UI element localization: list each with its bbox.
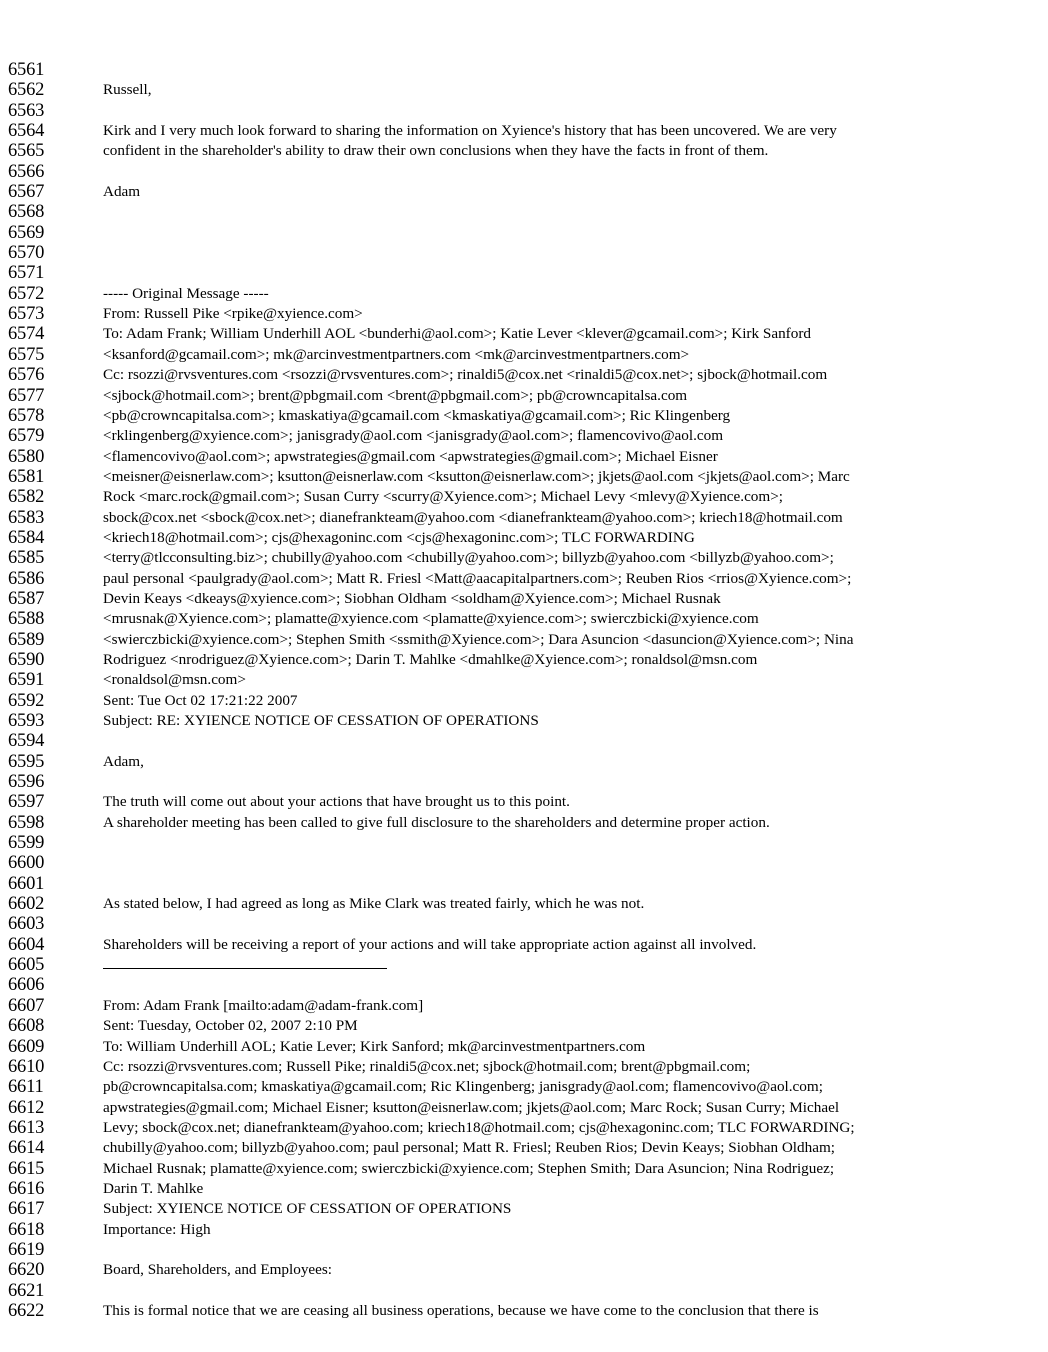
line-text: The truth will come out about your actions that have brought us to this point. xyxy=(103,793,570,811)
line-number: 6561 xyxy=(8,60,45,80)
line-number: 6596 xyxy=(8,772,45,793)
document-line xyxy=(0,772,1048,792)
line-text: <meisner@eisnerlaw.com>; ksutton@eisnerlaw.com <ksutton@eisnerlaw.com>; jkjets@aol.com <jkjets@aol.com>; Marc xyxy=(103,467,850,485)
line-text: Subject: RE: XYIENCE NOTICE OF CESSATION OF OPERATIONS xyxy=(103,712,539,729)
line-text: A shareholder meeting has been called to give full disclosure to the shareholders and determine proper action. xyxy=(103,813,770,831)
line-number: 6570 xyxy=(8,243,45,264)
line-text: Shareholders will be receiving a report of your actions and will take appropriate action against all involved. xyxy=(103,935,757,953)
line-text: Subject: XYIENCE NOTICE OF CESSATION OF OPERATIONS xyxy=(103,1200,512,1218)
line-number: 6576 xyxy=(8,365,45,386)
line-number: 6566 xyxy=(8,161,45,182)
line-number: 6584 xyxy=(8,527,45,548)
line-number: 6614 xyxy=(8,1138,45,1159)
line-number: 6604 xyxy=(8,934,45,955)
document-line xyxy=(0,1077,1048,1097)
document-line xyxy=(0,630,1048,650)
line-number: 6564 xyxy=(8,121,45,142)
document-line xyxy=(0,813,1048,833)
document-line xyxy=(0,955,1048,975)
document-line xyxy=(0,1260,1048,1280)
document-line xyxy=(0,1240,1048,1260)
line-text: <terry@tlcconsulting.biz>; chubilly@yahoo.com <chubilly@yahoo.com>; billyzb@yahoo.com <billyzb@yahoo.com>; xyxy=(103,549,834,567)
document-line xyxy=(0,975,1048,995)
horizontal-rule xyxy=(103,968,387,969)
line-number: 6600 xyxy=(8,853,45,874)
document-line xyxy=(0,365,1048,385)
document-line xyxy=(0,792,1048,812)
line-number: 6599 xyxy=(8,833,45,854)
line-text: This is formal notice that we are ceasing all business operations, because we have come to the conclusion that there is xyxy=(103,1301,819,1319)
line-text: <ronaldsol@msn.com> xyxy=(103,671,246,689)
document-line xyxy=(0,996,1048,1016)
line-text: Importance: High xyxy=(103,1220,211,1238)
document-line xyxy=(0,1057,1048,1077)
document-line xyxy=(0,60,1048,80)
line-text: sbock@cox.net <sbock@cox.net>; dianefrankteam@yahoo.com <dianefrankteam@yahoo.com>; kriech18@hotmail.com xyxy=(103,508,843,526)
line-number: 6615 xyxy=(8,1158,45,1179)
line-text: Levy; sbock@cox.net; dianefrankteam@yahoo.com; kriech18@hotmail.com; cjs@hexagoninc.com; TLC FORWARDING; xyxy=(103,1118,855,1136)
document-line xyxy=(0,182,1048,202)
line-number: 6568 xyxy=(8,202,45,223)
line-number: 6611 xyxy=(8,1077,44,1098)
document-line xyxy=(0,548,1048,568)
line-number: 6578 xyxy=(8,405,45,426)
document-line xyxy=(0,1179,1048,1199)
line-text: <sjbock@hotmail.com>; brent@pbgmail.com <brent@pbgmail.com>; pb@crowncapitalsa.com xyxy=(103,386,688,404)
line-number: 6573 xyxy=(8,304,45,325)
document-line xyxy=(0,243,1048,263)
document-line xyxy=(0,711,1048,731)
line-text: Adam xyxy=(103,183,141,201)
line-number: 6617 xyxy=(8,1199,45,1220)
line-text: pb@crowncapitalsa.com; kmaskatiya@gcamail.com; Ric Klingenberg; janisgrady@aol.com; flamencovivo@aol.com; xyxy=(103,1078,823,1096)
line-text: As stated below, I had agreed as long as Mike Clark was treated fairly, which he was not. xyxy=(103,895,645,913)
line-text: Cc: rsozzi@rvsventures.com <rsozzi@rvsventures.com>; rinaldi5@cox.net <rinaldi5@cox.net>; sjbock@hotmail.com xyxy=(103,366,828,384)
document-line xyxy=(0,589,1048,609)
line-number: 6593 xyxy=(8,711,45,731)
document-line xyxy=(0,121,1048,141)
document-line xyxy=(0,1037,1048,1057)
line-text: ----- Original Message ----- xyxy=(103,284,269,302)
line-text: Board, Shareholders, and Employees: xyxy=(103,1261,333,1279)
document-line xyxy=(0,894,1048,914)
document-line xyxy=(0,1118,1048,1138)
line-number: 6589 xyxy=(8,629,45,650)
document-line xyxy=(0,284,1048,304)
document-line xyxy=(0,650,1048,670)
document-line xyxy=(0,935,1048,955)
line-number: 6587 xyxy=(8,588,45,609)
line-text: Michael Rusnak; plamatte@xyience.com; swierczbicki@xyience.com; Stephen Smith; Dara Asuncion; Nina Rodriguez; xyxy=(103,1159,835,1177)
line-number: 6595 xyxy=(8,751,45,772)
document-line xyxy=(0,223,1048,243)
line-number: 6567 xyxy=(8,182,45,203)
line-text: Sent: Tue Oct 02 17:21:22 2007 xyxy=(103,691,298,709)
line-number: 6620 xyxy=(8,1260,45,1281)
line-number: 6612 xyxy=(8,1097,45,1118)
document-line xyxy=(0,853,1048,873)
line-text: <mrusnak@Xyience.com>; plamatte@xyience.com <plamatte@xyience.com>; swierczbicki@xyience.com xyxy=(103,610,759,628)
line-number: 6581 xyxy=(8,466,45,487)
document-line xyxy=(0,569,1048,589)
document-line xyxy=(0,752,1048,772)
document-line xyxy=(0,80,1048,100)
line-text: confident in the shareholder's ability to draw their own conclusions when they have the facts in front of them. xyxy=(103,142,769,160)
document-line xyxy=(0,345,1048,365)
line-number: 6613 xyxy=(8,1117,45,1138)
document-line xyxy=(0,324,1048,344)
line-number: 6609 xyxy=(8,1036,45,1057)
document-line xyxy=(0,263,1048,283)
line-number: 6563 xyxy=(8,100,45,121)
document-line xyxy=(0,1281,1048,1301)
line-text: Adam, xyxy=(103,752,144,770)
line-number: 6572 xyxy=(8,283,45,304)
line-number: 6592 xyxy=(8,690,45,711)
line-text: Devin Keays <dkeays@xyience.com>; Siobhan Oldham <soldham@Xyience.com>; Michael Rusnak xyxy=(103,589,721,607)
document-line xyxy=(0,202,1048,222)
line-number: 6621 xyxy=(8,1280,45,1301)
document-line xyxy=(0,731,1048,751)
line-number: 6598 xyxy=(8,812,45,833)
line-number: 6610 xyxy=(8,1056,45,1077)
document-line xyxy=(0,141,1048,161)
line-number: 6619 xyxy=(8,1239,45,1260)
line-text: <rklingenberg@xyience.com>; janisgrady@aol.com <janisgrady@aol.com>; flamencovivo@aol.com xyxy=(103,427,724,445)
line-number: 6579 xyxy=(8,426,45,447)
line-text: <pb@crowncapitalsa.com>; kmaskatiya@gcamail.com <kmaskatiya@gcamail.com>; Ric Klingenberg xyxy=(103,406,731,424)
line-number: 6607 xyxy=(8,995,45,1016)
document-line xyxy=(0,508,1048,528)
line-text: apwstrategies@gmail.com; Michael Eisner; ksutton@eisnerlaw.com; jkjets@aol.com; Marc Rock; Susan Curry; Michael xyxy=(103,1098,840,1116)
line-number: 6594 xyxy=(8,731,45,752)
line-number: 6591 xyxy=(8,670,45,691)
document-line xyxy=(0,609,1048,629)
line-number: 6588 xyxy=(8,609,45,630)
document-line xyxy=(0,1301,1048,1321)
document-line xyxy=(0,691,1048,711)
document-line xyxy=(0,1220,1048,1240)
document-line xyxy=(0,914,1048,934)
line-number: 6577 xyxy=(8,385,45,406)
document-page xyxy=(0,60,1048,1321)
line-number: 6562 xyxy=(8,80,45,101)
line-number: 6575 xyxy=(8,344,45,365)
document-line xyxy=(0,487,1048,507)
document-line xyxy=(0,386,1048,406)
line-text: <flamencovivo@aol.com>; apwstrategies@gmail.com <apwstrategies@gmail.com>; Michael Eisner xyxy=(103,447,718,465)
line-text: To: Adam Frank; William Underhill AOL <bunderhi@aol.com>; Katie Lever <klever@gcamail.com>; Kirk Sanford xyxy=(103,325,811,343)
line-text: To: William Underhill AOL; Katie Lever; Kirk Sanford; mk@arcinvestmentpartners.com xyxy=(103,1037,646,1055)
line-text: <swierczbicki@xyience.com>; Stephen Smith <ssmith@Xyience.com>; Dara Asuncion <dasuncion@Xyience.com>; Nina xyxy=(103,630,854,648)
line-number: 6590 xyxy=(8,649,45,670)
line-number: 6585 xyxy=(8,548,45,569)
document-line xyxy=(0,304,1048,324)
document-line xyxy=(0,1016,1048,1036)
line-number: 6582 xyxy=(8,487,45,508)
line-number: 6616 xyxy=(8,1178,45,1199)
line-number: 6622 xyxy=(8,1300,45,1321)
document-line xyxy=(0,1199,1048,1219)
line-text: Russell, xyxy=(103,81,152,99)
line-text: Rodriguez <nrodriguez@Xyience.com>; Darin T. Mahlke <dmahlke@Xyience.com>; ronaldsol@msn.com xyxy=(103,650,758,668)
document-line xyxy=(0,670,1048,690)
line-number: 6605 xyxy=(8,955,45,976)
document-line xyxy=(0,1159,1048,1179)
line-number: 6618 xyxy=(8,1219,45,1240)
line-number: 6597 xyxy=(8,792,45,813)
document-line xyxy=(0,447,1048,467)
document-line xyxy=(0,874,1048,894)
line-text: Rock <marc.rock@gmail.com>; Susan Curry <scurry@Xyience.com>; Michael Levy <mlevy@Xyience.com>; xyxy=(103,488,783,506)
document-line xyxy=(0,101,1048,121)
line-number: 6571 xyxy=(8,263,45,284)
line-text: paul personal <paulgrady@aol.com>; Matt R. Friesl <Matt@aacapitalpartners.com>; Reuben Rios <rrios@Xyience.com>; xyxy=(103,569,852,587)
document-line xyxy=(0,406,1048,426)
line-number: 6580 xyxy=(8,446,45,467)
line-number: 6583 xyxy=(8,507,45,528)
document-line xyxy=(0,426,1048,446)
line-text: Kirk and I very much look forward to sharing the information on Xyience's history that has been uncovered. We are very xyxy=(103,122,837,140)
document-line xyxy=(0,467,1048,487)
line-text: From: Russell Pike <rpike@xyience.com> xyxy=(103,305,363,323)
line-number: 6565 xyxy=(8,141,45,162)
line-number: 6606 xyxy=(8,975,45,996)
document-line xyxy=(0,1098,1048,1118)
line-text: <ksanford@gcamail.com>; mk@arcinvestmentpartners.com <mk@arcinvestmentpartners.com> xyxy=(103,345,690,363)
line-number: 6603 xyxy=(8,914,45,935)
document-line xyxy=(0,833,1048,853)
line-text: Darin T. Mahlke xyxy=(103,1179,204,1197)
line-number: 6602 xyxy=(8,894,45,915)
document-line xyxy=(0,1138,1048,1158)
line-number: 6601 xyxy=(8,873,45,894)
line-text: <kriech18@hotmail.com>; cjs@hexagoninc.com <cjs@hexagoninc.com>; TLC FORWARDING xyxy=(103,528,695,546)
line-text: Sent: Tuesday, October 02, 2007 2:10 PM xyxy=(103,1017,358,1035)
line-text: chubilly@yahoo.com; billyzb@yahoo.com; paul personal; Matt R. Friesl; Reuben Rios; Devin Keays; Siobhan Oldham; xyxy=(103,1139,835,1157)
line-number: 6608 xyxy=(8,1016,45,1037)
line-number: 6586 xyxy=(8,568,45,589)
line-number: 6569 xyxy=(8,222,45,243)
document-line xyxy=(0,162,1048,182)
document-line xyxy=(0,528,1048,548)
line-text: Cc: rsozzi@rvsventures.com; Russell Pike; rinaldi5@cox.net; sjbock@hotmail.com; brent@pbgmail.com; xyxy=(103,1057,751,1075)
line-number: 6574 xyxy=(8,324,45,345)
line-text: From: Adam Frank [mailto:adam@adam-frank.com] xyxy=(103,996,424,1014)
